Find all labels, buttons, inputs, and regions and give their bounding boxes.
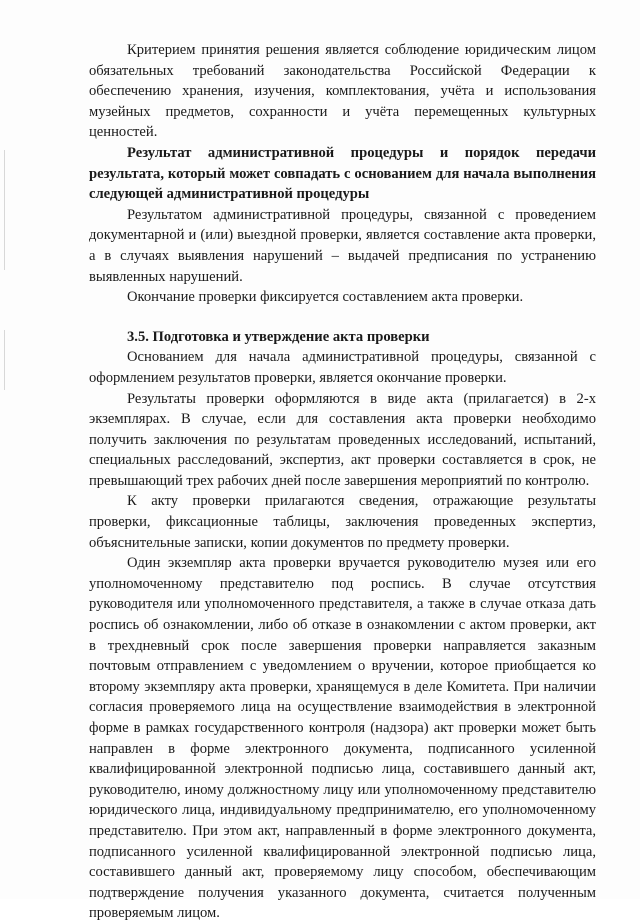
scan-edge-mark — [4, 150, 5, 270]
paragraph-end: Окончание проверки фиксируется составлением акта проверки. — [127, 289, 524, 306]
paragraph-results-form: Результаты проверки оформляются в виде акта (прилагается) в 2-х экземплярах. В случае, если для составления акта проверки необходимо получить заключения по результатам проведенных исследований, испытаний, специальных расследований, экспертиз, акт проверки составляется в срок, не превышающий трех рабочих дней после завершения мероприятий по контролю. — [89, 390, 596, 489]
paragraph-criterion: Критерием принятия решения является соблюдение юридическим лицом обязательных требований законодательства Российской Федерации к обеспечению хранения, изучения, комплектования, учёта и использования музейных предметов, сохранности и учёта перемещенных культурных ценностей. — [89, 42, 596, 141]
document-body — [89, 40, 596, 924]
paragraph-result: Результатом административной процедуры, связанной с проведением документарной и (или) выездной проверки, является составление акта проверки, а в случаях выявления нарушений – выдачей предписания по устранению выявленных нарушений. — [89, 206, 596, 285]
section-heading: 3.5. Подготовка и утверждение акта проверки — [127, 328, 430, 345]
paragraph-attachments: К акту проверки прилагаются сведения, отражающие результаты проверки, фиксационные таблицы, заключения проведенных экспертиз, объяснительные записки, копии документов по предмету проверки. — [89, 493, 596, 551]
paragraph-basis: Основанием для начала административной процедуры, связанной с оформлением результатов проверки, является окончание проверки. — [89, 349, 596, 386]
paragraph-copy-delivery: Один экземпляр акта проверки вручается руководителю музея или его уполномоченному представителю под роспись. В случае отсутствия руководителя или уполномоченного представителя, а также в случае отказа дать роспись об ознакомлении, либо об отказе в ознакомлении с актом проверки, акт в трехдневный срок после завершения проверки направляется заказным почтовым отправлением с уведомлением о вручении, которое приобщается ко второму экземпляру акта проверки, хранящемуся в деле Комитета. При наличии согласия проверяемого лица на осуществление взаимодействия в электронной форме в рамках государственного контроля (надзора) акт проверки может быть направлен в форме электронного документа, подписанного усиленной квалифицированной электронной подписью лица, составившего данный акт, руководителю, иному должностному лицу или уполномоченному представителю юридического лица, индивидуальному предпринимателю, его уполномоченному представителю. При этом акт, направленный в форме электронного документа, подписанного усиленной квалифицированной электронной подписью лица, составившего данный акт, проверяемому лицу способом, обеспечивающим подтверждение получения указанного документа, считается полученным проверяемым лицом. — [89, 555, 596, 922]
scan-edge-mark — [4, 330, 5, 390]
result-heading: Результат административной процедуры и порядок передачи результата, который может совпадать с основанием для начала выполнения следующей административной процедуры — [89, 144, 596, 203]
